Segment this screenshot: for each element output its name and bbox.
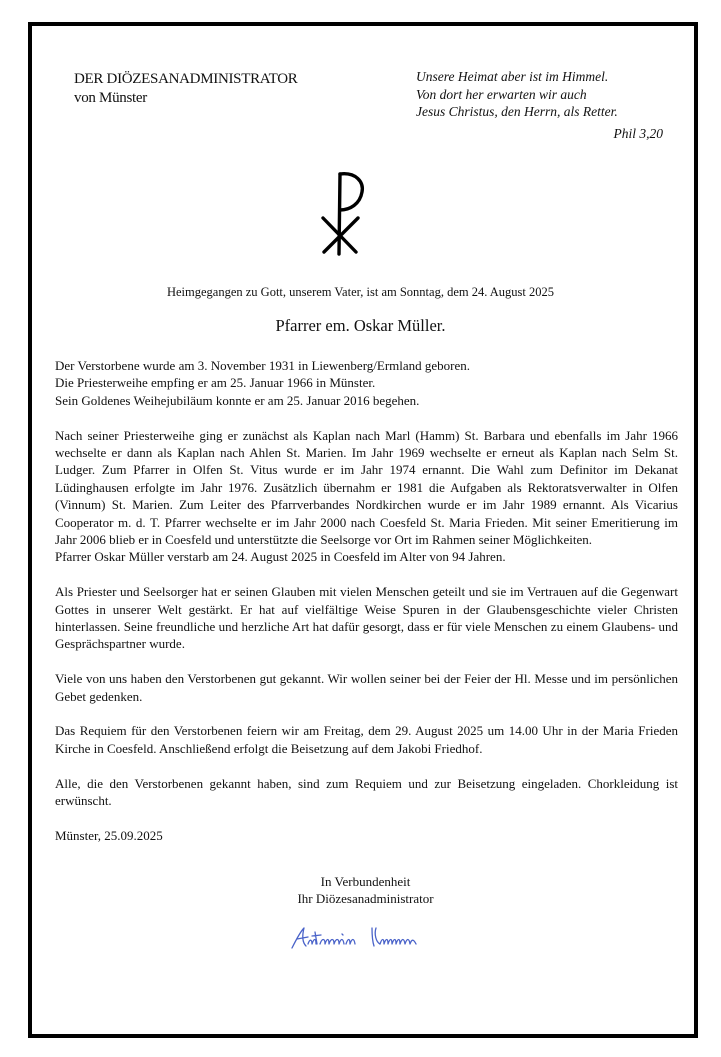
sender-block — [74, 70, 297, 108]
quote-line: Von dort her erwarten wir auch — [416, 86, 587, 102]
quote-line: Jesus Christus, den Herrn, als Retter. — [416, 104, 618, 119]
bio-line: Sein Goldenes Weihejubiläum konnte er am 25. Januar 2016 begehen. — [55, 392, 420, 408]
bio-line: Die Priesterweihe empfing er am 25. Januar 1966 in Münster. — [55, 375, 376, 391]
sender-diocese: von Münster — [74, 90, 147, 106]
invitation-paragraph: Alle, die den Verstorbenen gekannt haben, sind zum Requiem und zur Beisetzung eingeladen. Chorkleidung ist erwünscht. — [55, 775, 678, 809]
announcement: Heimgegangen zu Gott, unserem Vater, ist am Sonntag, dem 24. August 2025 — [166, 285, 555, 299]
quote-line: Unsere Heimat aber ist im Himmel. — [416, 69, 609, 84]
scripture-quote — [416, 68, 618, 121]
chi-rho-icon — [318, 168, 368, 258]
career-paragraph: Nach seiner Priesterweihe ging er zunächst als Kaplan nach Marl (Hamm) St. Barbara und ebenfalls im Jahr 1966 wechselte er dann als Kaplan nach Ahlen St. Marien. Im Jahr 1969 wechselte er erneut als Kaplan nach Selm St. Ludger. Zum Pfarrer in Olfen St. Vitus wurde er im Jahr 1974 ernannt. Die Wahl zum Definitor im Dekanat Lüdinghausen erfolgte im Jahr 1976. Zusätzlich übernahm er 1981 die Aufgaben als Rektoratsverwalter in Olfen (Vinnum) St. Marien. Zum Leiter des Pfarrverbandes Nordkirchen wurde er im Jahr 1989 ernannt. Als Vicarius Cooperator m. d. T. Pfarrer wechselte er im Jahr 2000 nach Coesfeld St. Maria Frieden. Mit seiner Emeritierung im Jahr 2006 blieb er in Coesfeld und unterstützte die Seelsorge vor Ort im Rahmen seiner Möglichkeiten. — [55, 427, 678, 548]
closing-signatory: Ihr Diözesanadministrator — [297, 891, 434, 907]
place-date: Münster, 25.09.2025 — [55, 827, 163, 843]
remembrance-paragraph: Viele von uns haben den Verstorbenen gut gekannt. Wir wollen seiner bei der Feier der Hl. Messe und im persönlichen Gebet gedenken. — [55, 671, 678, 704]
sender-title: DER DIÖZESANADMINISTRATOR — [74, 71, 298, 87]
requiem-paragraph: Das Requiem für den Verstorbenen feiern wir am Freitag, dem 29. August 2025 um 14.00 Uhr in der Maria Frieden Kirche in Coesfeld. Anschließend erfolgt die Beisetzung auf dem Jakobi Friedhof. — [55, 723, 678, 756]
closing-greeting: In Verbundenheit — [320, 874, 411, 889]
deceased-name: Pfarrer em. Oskar Müller. — [275, 316, 446, 335]
bio-line: Der Verstorbene wurde am 3. November 1931 in Liewenberg/Ermland geboren. — [55, 358, 471, 373]
tribute-paragraph: Als Priester und Seelsorger hat er seinen Glauben mit vielen Menschen geteilt und sie im Vertrauen auf die Gegenwart Gottes in unserer Welt gestärkt. Er hat auf vielfältige Weise Spuren in der Glaubensgeschichte vieler Christen hinterlassen. Seine freundliche und herzliche Art hat dafür gesorgt, dass er für viele Menschen zu einem Glaubens- und Gesprächspartner wurde. — [55, 584, 678, 652]
quote-reference: Phil 3,20 — [613, 126, 663, 141]
closing-block — [0, 873, 721, 908]
bio-paragraph — [55, 357, 678, 409]
obituary-body — [55, 357, 678, 862]
death-paragraph: Pfarrer Oskar Müller verstarb am 24. August 2025 in Coesfeld im Alter von 94 Jahren. — [55, 549, 506, 565]
signature-icon — [288, 922, 448, 952]
